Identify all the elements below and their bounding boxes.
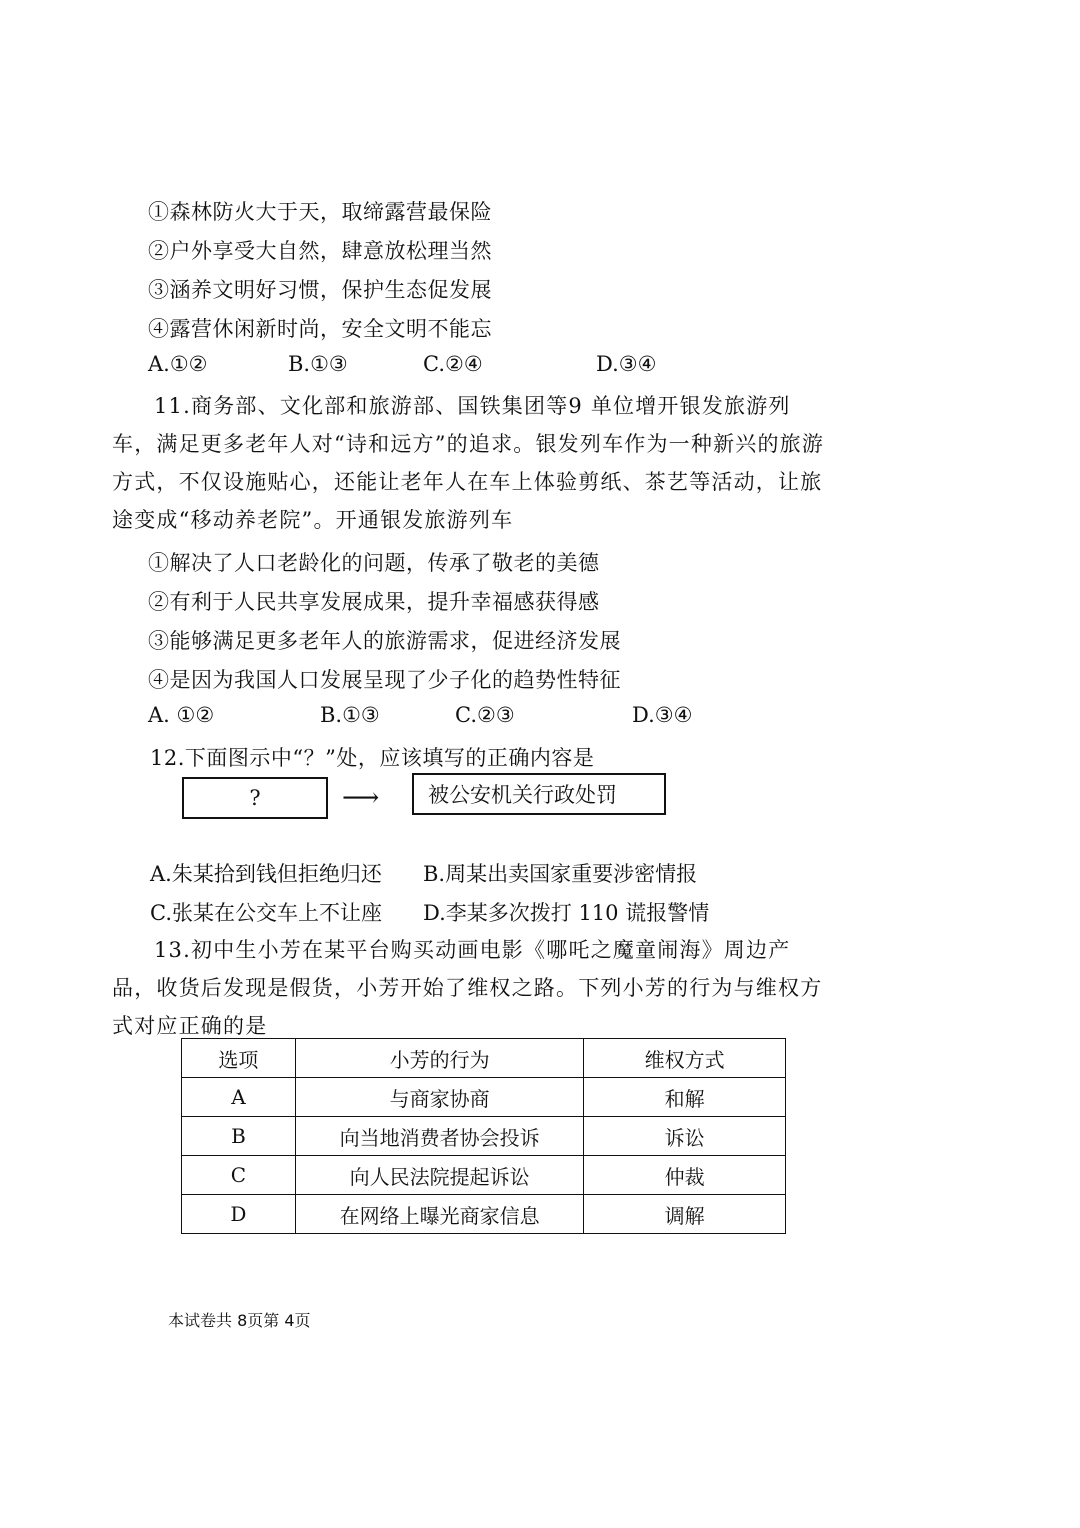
q10-option-d: D.③④ [596, 352, 657, 376]
table-header: 维权方式 [584, 1039, 786, 1078]
table-cell: C [182, 1156, 296, 1195]
q12-option-d: D.李某多次拨打 110 谎报警情 [423, 901, 710, 925]
table-header-row [182, 1039, 786, 1078]
page-footer: 本试卷共 8页第 4页 [168, 1311, 311, 1330]
q10-item-3: ③涵养文明好习惯，保护生态促发展 [148, 278, 492, 302]
table-cell: D [182, 1195, 296, 1234]
q11-item-2: ②有利于人民共享发展成果，提升幸福感获得感 [148, 590, 600, 614]
table-cell: 和解 [584, 1078, 786, 1117]
table-cell: A [182, 1078, 296, 1117]
diagram-result-box [412, 773, 666, 815]
table-cell: 向人民法院提起诉讼 [295, 1156, 584, 1195]
q12-option-c: C.张某在公交车上不让座 [150, 901, 382, 925]
q10-option-a: A.①② [148, 352, 208, 376]
q13-stem: 13.初中生小芳在某平台购买动画电影《哪吒之魔童闹海》周边产品，收货后发现是假货，小芳开始了维权之路。下列小芳的行为与维权方式对应正确的是 [112, 938, 823, 1038]
table-cell: 仲裁 [584, 1156, 786, 1195]
q11-item-1: ①解决了人口老龄化的问题，传承了敬老的美德 [148, 551, 600, 575]
q10-option-b: B.①③ [288, 352, 348, 376]
table-row [182, 1117, 786, 1156]
table-cell: 与商家协商 [295, 1078, 584, 1117]
diagram-question-mark: ? [249, 786, 261, 810]
table-cell: B [182, 1117, 296, 1156]
q12-option-b: B.周某出卖国家重要涉密情报 [423, 862, 698, 886]
q11-option-a: A. ①② [148, 703, 215, 727]
diagram-result-text: 被公安机关行政处罚 [428, 783, 617, 807]
table-cell: 在网络上曝光商家信息 [295, 1195, 584, 1234]
q11-option-d: D.③④ [632, 703, 693, 727]
q10-option-c: C.②④ [423, 352, 483, 376]
q11-option-c: C.②③ [455, 703, 515, 727]
table-cell: 向当地消费者协会投诉 [295, 1117, 584, 1156]
q10-item-1: ①森林防火大于天，取缔露营最保险 [148, 200, 492, 224]
q11-option-b: B.①③ [320, 703, 380, 727]
q10-item-4: ④露营休闲新时尚，安全文明不能忘 [148, 317, 492, 341]
q10-item-2: ②户外享受大自然，肆意放松理当然 [148, 239, 492, 263]
q12-option-a: A.朱某拾到钱但拒绝归还 [150, 862, 382, 886]
q11-item-4: ④是因为我国人口发展呈现了少子化的趋势性特征 [148, 668, 621, 692]
table-row [182, 1078, 786, 1117]
diagram-unknown-box [182, 777, 328, 819]
diagram-arrow: ⟶ [342, 783, 380, 813]
table-header: 选项 [182, 1039, 296, 1078]
table-cell: 调解 [584, 1195, 786, 1234]
table-row [182, 1195, 786, 1234]
q12-stem: 12.下面图示中“？”处，应该填写的正确内容是 [150, 746, 595, 770]
table-row [182, 1156, 786, 1195]
q11-item-3: ③能够满足更多老年人的旅游需求，促进经济发展 [148, 629, 621, 653]
table-header: 小芳的行为 [295, 1039, 584, 1078]
rights-table [181, 1038, 786, 1234]
table-cell: 诉讼 [584, 1117, 786, 1156]
q11-stem: 11.商务部、文化部和旅游部、国铁集团等9 单位增开银发旅游列车，满足更多老年人对“诗和远方”的追求。银发列车作为一种新兴的旅游方式，不仅设施贴心，还能让老年人在车上体验剪纸、茶艺等活动，让旅途变成“移动养老院”。开通银发旅游列车 [112, 394, 825, 532]
